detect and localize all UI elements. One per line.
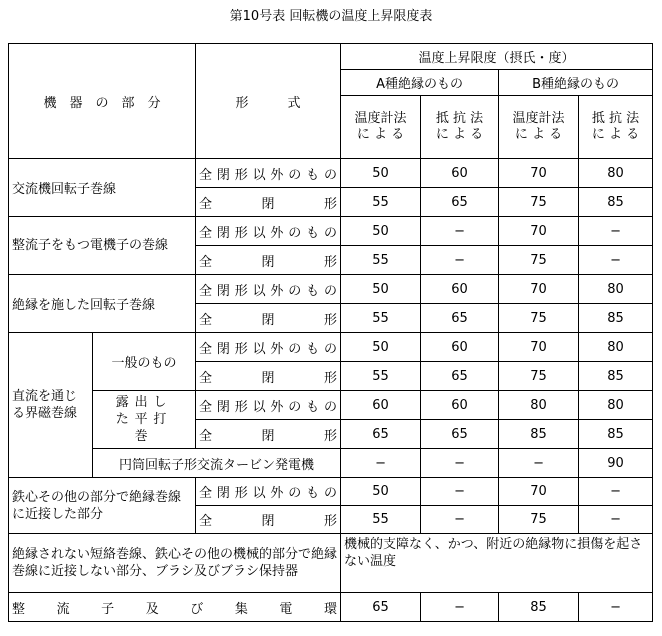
value-cell: 50 <box>341 333 421 362</box>
value-cell: − <box>421 246 499 275</box>
value-cell: − <box>421 506 499 534</box>
value-cell: 65 <box>341 420 421 449</box>
header-class-a: A種絶縁のもの <box>341 70 499 96</box>
value-cell: 65 <box>421 362 499 391</box>
type-enclosed: 全閉形 <box>196 304 341 333</box>
header-class-b: B種絶縁のもの <box>499 70 653 96</box>
part-dc-field: 直流を通じる界磁巻線 <box>9 333 93 478</box>
value-cell: 80 <box>579 159 653 188</box>
header-b-resistance: 抵 抗 法 に よ る <box>579 96 653 159</box>
value-cell: 60 <box>421 159 499 188</box>
type-non-enclosed: 全閉形以外のもの <box>196 391 341 420</box>
value-cell: 50 <box>341 478 421 506</box>
value-cell: 85 <box>499 420 579 449</box>
value-cell: 70 <box>499 275 579 304</box>
value-cell: 65 <box>421 420 499 449</box>
header-row-1 <box>9 44 653 70</box>
part-dc-exposed: 露出した平打巻 <box>93 391 196 449</box>
value-cell: 65 <box>421 304 499 333</box>
table-title: 第10号表 回転機の温度上昇限度表 <box>229 9 433 24</box>
value-cell: 90 <box>579 449 653 478</box>
table-row <box>9 593 653 622</box>
type-enclosed: 全閉形 <box>196 362 341 391</box>
table-row <box>9 159 653 188</box>
type-non-enclosed: 全閉形以外のもの <box>196 217 341 246</box>
value-cell: − <box>421 478 499 506</box>
type-non-enclosed: 全閉形以外のもの <box>196 478 341 506</box>
table-row <box>9 333 653 362</box>
value-cell: 85 <box>499 593 579 622</box>
value-cell: 70 <box>499 217 579 246</box>
value-cell: 75 <box>499 246 579 275</box>
part-rectifier-armature: 整流子をもつ電機子の巻線 <box>9 217 196 275</box>
header-limit: 温度上昇限度（摂氏・度） <box>341 44 653 70</box>
table-row <box>9 391 653 420</box>
value-cell: 60 <box>421 391 499 420</box>
table-row <box>9 275 653 304</box>
value-cell: − <box>579 246 653 275</box>
part-commutator: 整流子及び集電環 <box>9 593 341 622</box>
value-cell: 55 <box>341 246 421 275</box>
value-cell: 75 <box>499 506 579 534</box>
header-type: 形 式 <box>196 44 341 159</box>
value-cell: − <box>421 593 499 622</box>
part-dc-turbine: 円筒回転子形交流タービン発電機 <box>93 449 341 478</box>
value-cell: − <box>579 593 653 622</box>
value-cell: 85 <box>579 188 653 217</box>
value-cell: 75 <box>499 304 579 333</box>
header-part: 機 器 の 部 分 <box>9 44 196 159</box>
table-row <box>9 449 653 478</box>
value-cell: 80 <box>499 391 579 420</box>
value-cell: 85 <box>579 420 653 449</box>
value-cell: 70 <box>499 159 579 188</box>
value-cell: 80 <box>579 333 653 362</box>
type-enclosed: 全閉形 <box>196 188 341 217</box>
table-row <box>9 217 653 246</box>
value-cell: − <box>499 449 579 478</box>
value-cell: − <box>579 478 653 506</box>
note-short-circuit: 機械的支障なく、かつ、附近の絶縁物に損傷を起さない温度 <box>341 534 653 593</box>
value-cell: 80 <box>579 391 653 420</box>
part-short-circuit: 絶縁されない短絡巻線、鉄心その他の機械的部分で絶縁巻線に近接しない部分、ブラシ及びブラシ保持器 <box>9 534 341 593</box>
value-cell: 65 <box>341 593 421 622</box>
value-cell: 60 <box>341 391 421 420</box>
value-cell: − <box>421 217 499 246</box>
value-cell: 55 <box>341 506 421 534</box>
value-cell: − <box>579 506 653 534</box>
part-core-adjacent: 鉄心その他の部分で絶縁巻線に近接した部分 <box>9 478 196 534</box>
value-cell: 50 <box>341 159 421 188</box>
type-non-enclosed: 全閉形以外のもの <box>196 333 341 362</box>
value-cell: 55 <box>341 362 421 391</box>
value-cell: 60 <box>421 275 499 304</box>
type-enclosed: 全閉形 <box>196 420 341 449</box>
value-cell: − <box>579 217 653 246</box>
value-cell: − <box>421 449 499 478</box>
type-non-enclosed: 全閉形以外のもの <box>196 275 341 304</box>
value-cell: 80 <box>579 275 653 304</box>
value-cell: 50 <box>341 217 421 246</box>
value-cell: 70 <box>499 478 579 506</box>
value-cell: 85 <box>579 362 653 391</box>
part-dc-general: 一般のもの <box>93 333 196 391</box>
type-non-enclosed: 全閉形以外のもの <box>196 159 341 188</box>
table-row <box>9 534 653 593</box>
value-cell: 85 <box>579 304 653 333</box>
type-enclosed: 全閉形 <box>196 506 341 534</box>
value-cell: 60 <box>421 333 499 362</box>
header-a-resistance: 抵 抗 法 に よ る <box>421 96 499 159</box>
part-ac-rotor: 交流機回転子巻線 <box>9 159 196 217</box>
value-cell: 75 <box>499 188 579 217</box>
value-cell: 70 <box>499 333 579 362</box>
table-row <box>9 478 653 506</box>
value-cell: 55 <box>341 188 421 217</box>
value-cell: 55 <box>341 304 421 333</box>
temperature-limit-table <box>8 43 653 622</box>
header-b-thermometer: 温度計法 に よ る <box>499 96 579 159</box>
value-cell: 50 <box>341 275 421 304</box>
header-a-thermometer: 温度計法 に よ る <box>341 96 421 159</box>
value-cell: − <box>341 449 421 478</box>
type-enclosed: 全閉形 <box>196 246 341 275</box>
value-cell: 65 <box>421 188 499 217</box>
value-cell: 75 <box>499 362 579 391</box>
part-insulated-rotor: 絶縁を施した回転子巻線 <box>9 275 196 333</box>
